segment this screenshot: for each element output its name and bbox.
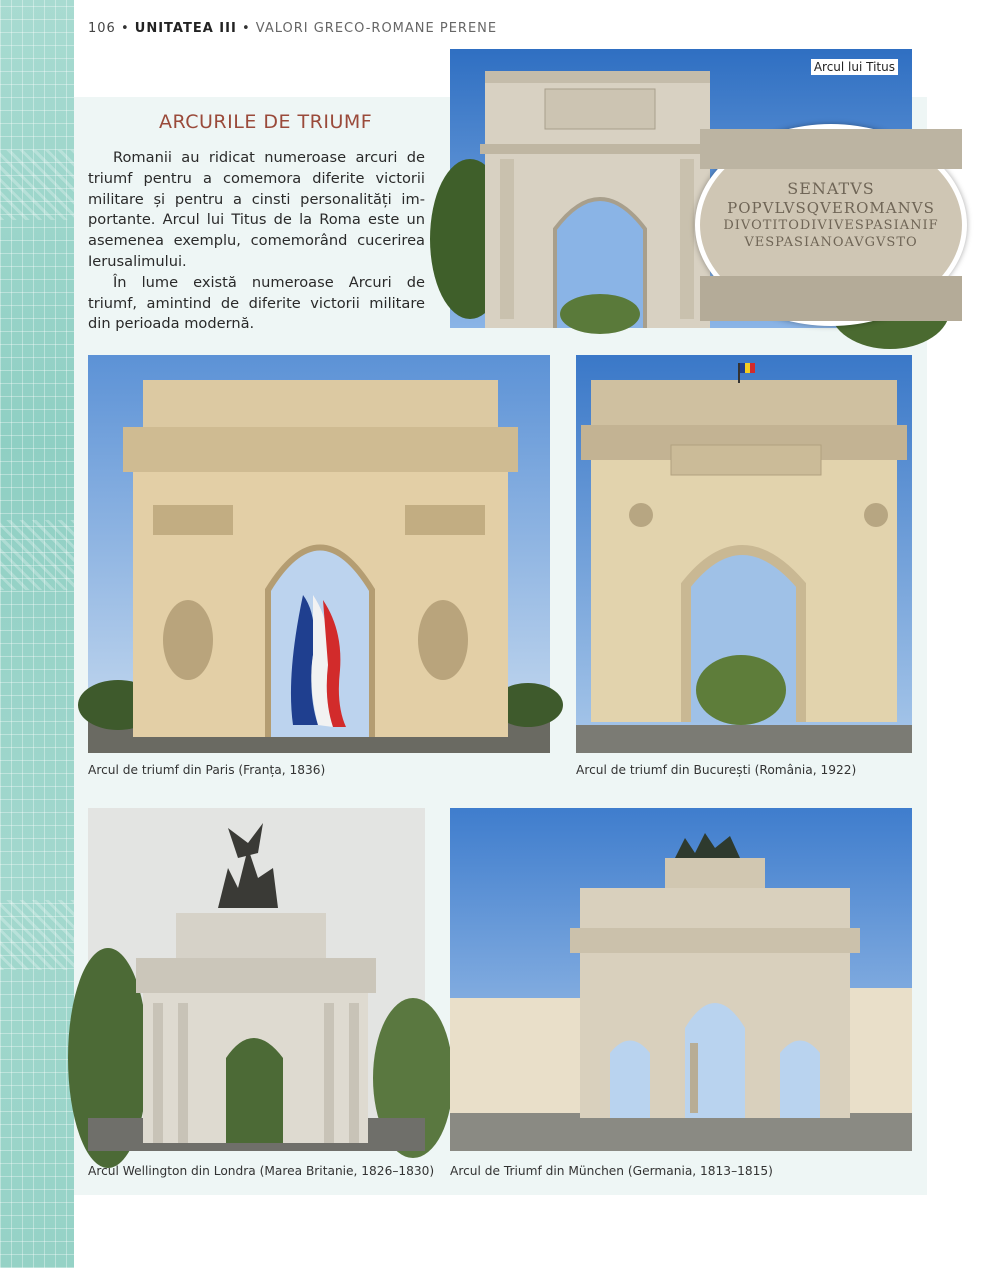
paris-caption: Arcul de triumf din Paris (Franța, 1836) bbox=[88, 763, 326, 777]
inscription-line: VESPASIANOAVGVSTO bbox=[744, 235, 918, 250]
paris-arch-image bbox=[88, 355, 550, 753]
mosaic-band bbox=[0, 520, 74, 590]
mosaic-band bbox=[0, 150, 74, 220]
munchen-arch-image bbox=[450, 808, 912, 1151]
munchen-caption: Arcul de Triumf din München (Germania, 1813–1815) bbox=[450, 1164, 773, 1178]
bucuresti-caption: Arcul de triumf din București (România, 1922) bbox=[576, 763, 857, 777]
titus-label: Arcul lui Titus bbox=[811, 59, 898, 75]
inscription-line: SENATVS bbox=[787, 179, 875, 198]
inscription-line: DIVOTITODIVIVESPASIANIF bbox=[723, 218, 939, 233]
londra-photo bbox=[88, 808, 425, 1151]
inscription-zoom bbox=[695, 124, 967, 326]
section-body bbox=[88, 148, 425, 335]
section-title: ARCURILE DE TRIUMF bbox=[159, 111, 373, 133]
inscription-line: POPVLVSQVEROMANVS bbox=[727, 199, 935, 217]
paragraph: În lume există numeroase Arcuri de triumf, amintind de diferite victorii militare din perioada modernă. bbox=[88, 273, 425, 333]
header-separator: • bbox=[120, 21, 130, 36]
londra-caption: Arcul Wellington din Londra (Marea Britanie, 1826–1830) bbox=[88, 1164, 435, 1178]
munchen-photo bbox=[450, 808, 912, 1151]
titus-photo bbox=[450, 49, 939, 328]
unit-title: UNITATEA III bbox=[134, 21, 237, 36]
mosaic-band bbox=[0, 900, 74, 970]
bucuresti-photo bbox=[576, 355, 912, 753]
bucuresti-arch-image bbox=[576, 355, 912, 753]
running-header bbox=[88, 21, 497, 36]
mosaic-border bbox=[0, 0, 74, 1268]
header-separator: • bbox=[241, 21, 251, 36]
paris-photo bbox=[88, 355, 550, 753]
paragraph: Romanii au ridicat numeroase arcuri de triumf pentru a comemora diferite victorii militare și pentru a cinsti personalități importante. Arcul lui Titus de la Roma este un asemenea exemplu, comemorând cucerirea Ierusalimului. bbox=[88, 149, 425, 270]
unit-subtitle: VALORI GRECO-ROMANE PERENE bbox=[255, 21, 498, 36]
londra-arch-image bbox=[88, 808, 425, 1151]
page-number: 106 bbox=[88, 21, 116, 36]
